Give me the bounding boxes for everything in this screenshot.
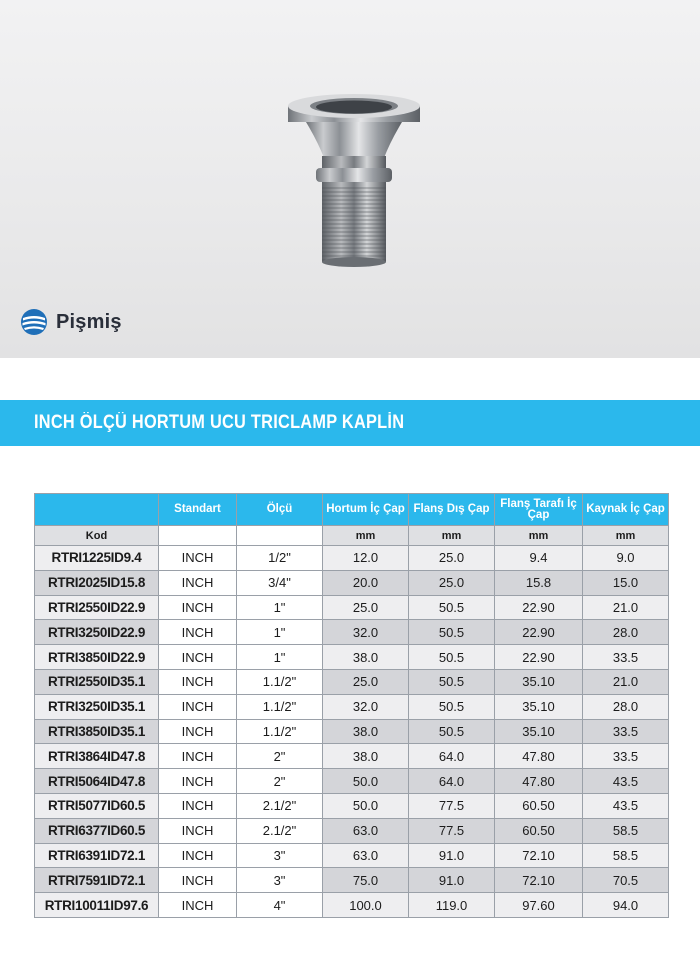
table-row (35, 744, 669, 769)
cell-hortum-ic-cap: 38.0 (323, 645, 409, 670)
unit-mm: mm (409, 526, 495, 546)
table-row (35, 719, 669, 744)
cell-kaynak-ic-cap: 33.5 (583, 645, 669, 670)
cell-flans-tarafi-ic-cap: 35.10 (495, 694, 583, 719)
cell-kod: RTRI3850ID22.9 (35, 645, 159, 670)
cell-hortum-ic-cap: 32.0 (323, 620, 409, 645)
cell-kod: RTRI3250ID22.9 (35, 620, 159, 645)
cell-flans-tarafi-ic-cap: 60.50 (495, 793, 583, 818)
table-row (35, 818, 669, 843)
cell-flans-tarafi-ic-cap: 9.4 (495, 546, 583, 571)
cell-kaynak-ic-cap: 9.0 (583, 546, 669, 571)
cell-flans-dis-cap: 50.5 (409, 669, 495, 694)
cell-hortum-ic-cap: 12.0 (323, 546, 409, 571)
table-row (35, 645, 669, 670)
cell-flans-tarafi-ic-cap: 97.60 (495, 893, 583, 918)
cell-hortum-ic-cap: 50.0 (323, 769, 409, 794)
cell-hortum-ic-cap: 20.0 (323, 570, 409, 595)
cell-flans-dis-cap: 50.5 (409, 719, 495, 744)
cell-flans-dis-cap: 77.5 (409, 818, 495, 843)
cell-kaynak-ic-cap: 43.5 (583, 769, 669, 794)
cell-kaynak-ic-cap: 70.5 (583, 868, 669, 893)
pismis-logo-icon (20, 308, 48, 336)
unit-cell (159, 526, 237, 546)
cell-olcu: 3" (237, 868, 323, 893)
unit-mm: mm (583, 526, 669, 546)
table-row (35, 570, 669, 595)
header-standart: Standart (159, 494, 237, 526)
cell-standart: INCH (159, 893, 237, 918)
cell-flans-dis-cap: 77.5 (409, 793, 495, 818)
cell-hortum-ic-cap: 25.0 (323, 595, 409, 620)
cell-hortum-ic-cap: 50.0 (323, 793, 409, 818)
cell-olcu: 1.1/2" (237, 669, 323, 694)
cell-olcu: 1" (237, 645, 323, 670)
cell-standart: INCH (159, 843, 237, 868)
cell-flans-tarafi-ic-cap: 47.80 (495, 744, 583, 769)
header-olcu: Ölçü (237, 494, 323, 526)
cell-kod: RTRI6377ID60.5 (35, 818, 159, 843)
table-header-row (35, 494, 669, 526)
cell-kod: RTRI2025ID15.8 (35, 570, 159, 595)
table-row (35, 620, 669, 645)
cell-kaynak-ic-cap: 21.0 (583, 669, 669, 694)
cell-flans-tarafi-ic-cap: 60.50 (495, 818, 583, 843)
cell-standart: INCH (159, 570, 237, 595)
cell-flans-dis-cap: 25.0 (409, 570, 495, 595)
unit-cell (237, 526, 323, 546)
cell-kod: RTRI5077ID60.5 (35, 793, 159, 818)
cell-kaynak-ic-cap: 28.0 (583, 694, 669, 719)
brand-name: Pişmiş (56, 310, 122, 333)
cell-kaynak-ic-cap: 58.5 (583, 843, 669, 868)
cell-flans-dis-cap: 64.0 (409, 769, 495, 794)
cell-flans-tarafi-ic-cap: 35.10 (495, 719, 583, 744)
cell-standart: INCH (159, 769, 237, 794)
cell-kaynak-ic-cap: 21.0 (583, 595, 669, 620)
cell-kod: RTRI5064ID47.8 (35, 769, 159, 794)
cell-standart: INCH (159, 868, 237, 893)
cell-flans-tarafi-ic-cap: 22.90 (495, 620, 583, 645)
cell-flans-dis-cap: 50.5 (409, 620, 495, 645)
cell-kaynak-ic-cap: 33.5 (583, 744, 669, 769)
cell-flans-dis-cap: 91.0 (409, 868, 495, 893)
cell-olcu: 2" (237, 744, 323, 769)
table-row (35, 546, 669, 571)
cell-olcu: 4" (237, 893, 323, 918)
unit-mm: mm (495, 526, 583, 546)
spec-table (34, 493, 669, 918)
cell-olcu: 1" (237, 620, 323, 645)
cell-kod: RTRI2550ID22.9 (35, 595, 159, 620)
table-row (35, 595, 669, 620)
cell-hortum-ic-cap: 63.0 (323, 843, 409, 868)
cell-kaynak-ic-cap: 43.5 (583, 793, 669, 818)
cell-olcu: 3/4" (237, 570, 323, 595)
cell-kod: RTRI3850ID35.1 (35, 719, 159, 744)
cell-standart: INCH (159, 793, 237, 818)
cell-olcu: 1.1/2" (237, 694, 323, 719)
banner-title: INCH ÖLÇÜ HORTUM UCU TRICLAMP KAPLİN (34, 412, 405, 433)
cell-olcu: 2.1/2" (237, 793, 323, 818)
cell-kod: RTRI1225ID9.4 (35, 546, 159, 571)
cell-kod: RTRI10011ID97.6 (35, 893, 159, 918)
cell-olcu: 3" (237, 843, 323, 868)
cell-flans-dis-cap: 50.5 (409, 694, 495, 719)
table-row (35, 868, 669, 893)
table-row (35, 694, 669, 719)
cell-olcu: 2.1/2" (237, 818, 323, 843)
cell-standart: INCH (159, 645, 237, 670)
cell-kaynak-ic-cap: 15.0 (583, 570, 669, 595)
cell-kod: RTRI2550ID35.1 (35, 669, 159, 694)
cell-hortum-ic-cap: 38.0 (323, 744, 409, 769)
cell-standart: INCH (159, 620, 237, 645)
cell-olcu: 1" (237, 595, 323, 620)
cell-flans-tarafi-ic-cap: 35.10 (495, 669, 583, 694)
cell-standart: INCH (159, 818, 237, 843)
cell-flans-dis-cap: 64.0 (409, 744, 495, 769)
cell-standart: INCH (159, 669, 237, 694)
header-flans-dis-cap: Flanş Dış Çap (409, 494, 495, 526)
unit-kod: Kod (35, 526, 159, 546)
cell-flans-tarafi-ic-cap: 47.80 (495, 769, 583, 794)
header-hortum-ic-cap: Hortum İç Çap (323, 494, 409, 526)
cell-flans-tarafi-ic-cap: 22.90 (495, 595, 583, 620)
cell-hortum-ic-cap: 32.0 (323, 694, 409, 719)
section-banner (0, 400, 700, 446)
hero-section (0, 0, 700, 358)
cell-olcu: 1.1/2" (237, 719, 323, 744)
cell-hortum-ic-cap: 75.0 (323, 868, 409, 893)
cell-standart: INCH (159, 694, 237, 719)
cell-standart: INCH (159, 719, 237, 744)
cell-kaynak-ic-cap: 28.0 (583, 620, 669, 645)
cell-kaynak-ic-cap: 33.5 (583, 719, 669, 744)
cell-hortum-ic-cap: 25.0 (323, 669, 409, 694)
cell-kod: RTRI3250ID35.1 (35, 694, 159, 719)
cell-olcu: 1/2" (237, 546, 323, 571)
table-row (35, 843, 669, 868)
cell-standart: INCH (159, 595, 237, 620)
cell-kaynak-ic-cap: 58.5 (583, 818, 669, 843)
table-body (35, 546, 669, 918)
cell-flans-dis-cap: 50.5 (409, 645, 495, 670)
table-row (35, 769, 669, 794)
header-flans-tarafi-ic-cap: Flanş Tarafı İç Çap (495, 494, 583, 526)
cell-standart: INCH (159, 744, 237, 769)
cell-hortum-ic-cap: 63.0 (323, 818, 409, 843)
triclamp-hose-fitting-image (278, 86, 430, 272)
cell-flans-tarafi-ic-cap: 15.8 (495, 570, 583, 595)
cell-flans-tarafi-ic-cap: 22.90 (495, 645, 583, 670)
table-row (35, 669, 669, 694)
cell-flans-dis-cap: 119.0 (409, 893, 495, 918)
cell-flans-tarafi-ic-cap: 72.10 (495, 868, 583, 893)
unit-mm: mm (323, 526, 409, 546)
brand-logo (20, 308, 122, 336)
cell-kod: RTRI3864ID47.8 (35, 744, 159, 769)
table-row (35, 793, 669, 818)
cell-olcu: 2" (237, 769, 323, 794)
cell-kaynak-ic-cap: 94.0 (583, 893, 669, 918)
cell-flans-tarafi-ic-cap: 72.10 (495, 843, 583, 868)
table-row (35, 893, 669, 918)
header-cell (35, 494, 159, 526)
cell-kod: RTRI7591ID72.1 (35, 868, 159, 893)
cell-kod: RTRI6391ID72.1 (35, 843, 159, 868)
cell-hortum-ic-cap: 38.0 (323, 719, 409, 744)
table-unit-row (35, 526, 669, 546)
header-kaynak-ic-cap: Kaynak İç Çap (583, 494, 669, 526)
cell-flans-dis-cap: 91.0 (409, 843, 495, 868)
cell-flans-dis-cap: 50.5 (409, 595, 495, 620)
cell-standart: INCH (159, 546, 237, 571)
cell-hortum-ic-cap: 100.0 (323, 893, 409, 918)
spec-table-container (34, 493, 668, 918)
cell-flans-dis-cap: 25.0 (409, 546, 495, 571)
